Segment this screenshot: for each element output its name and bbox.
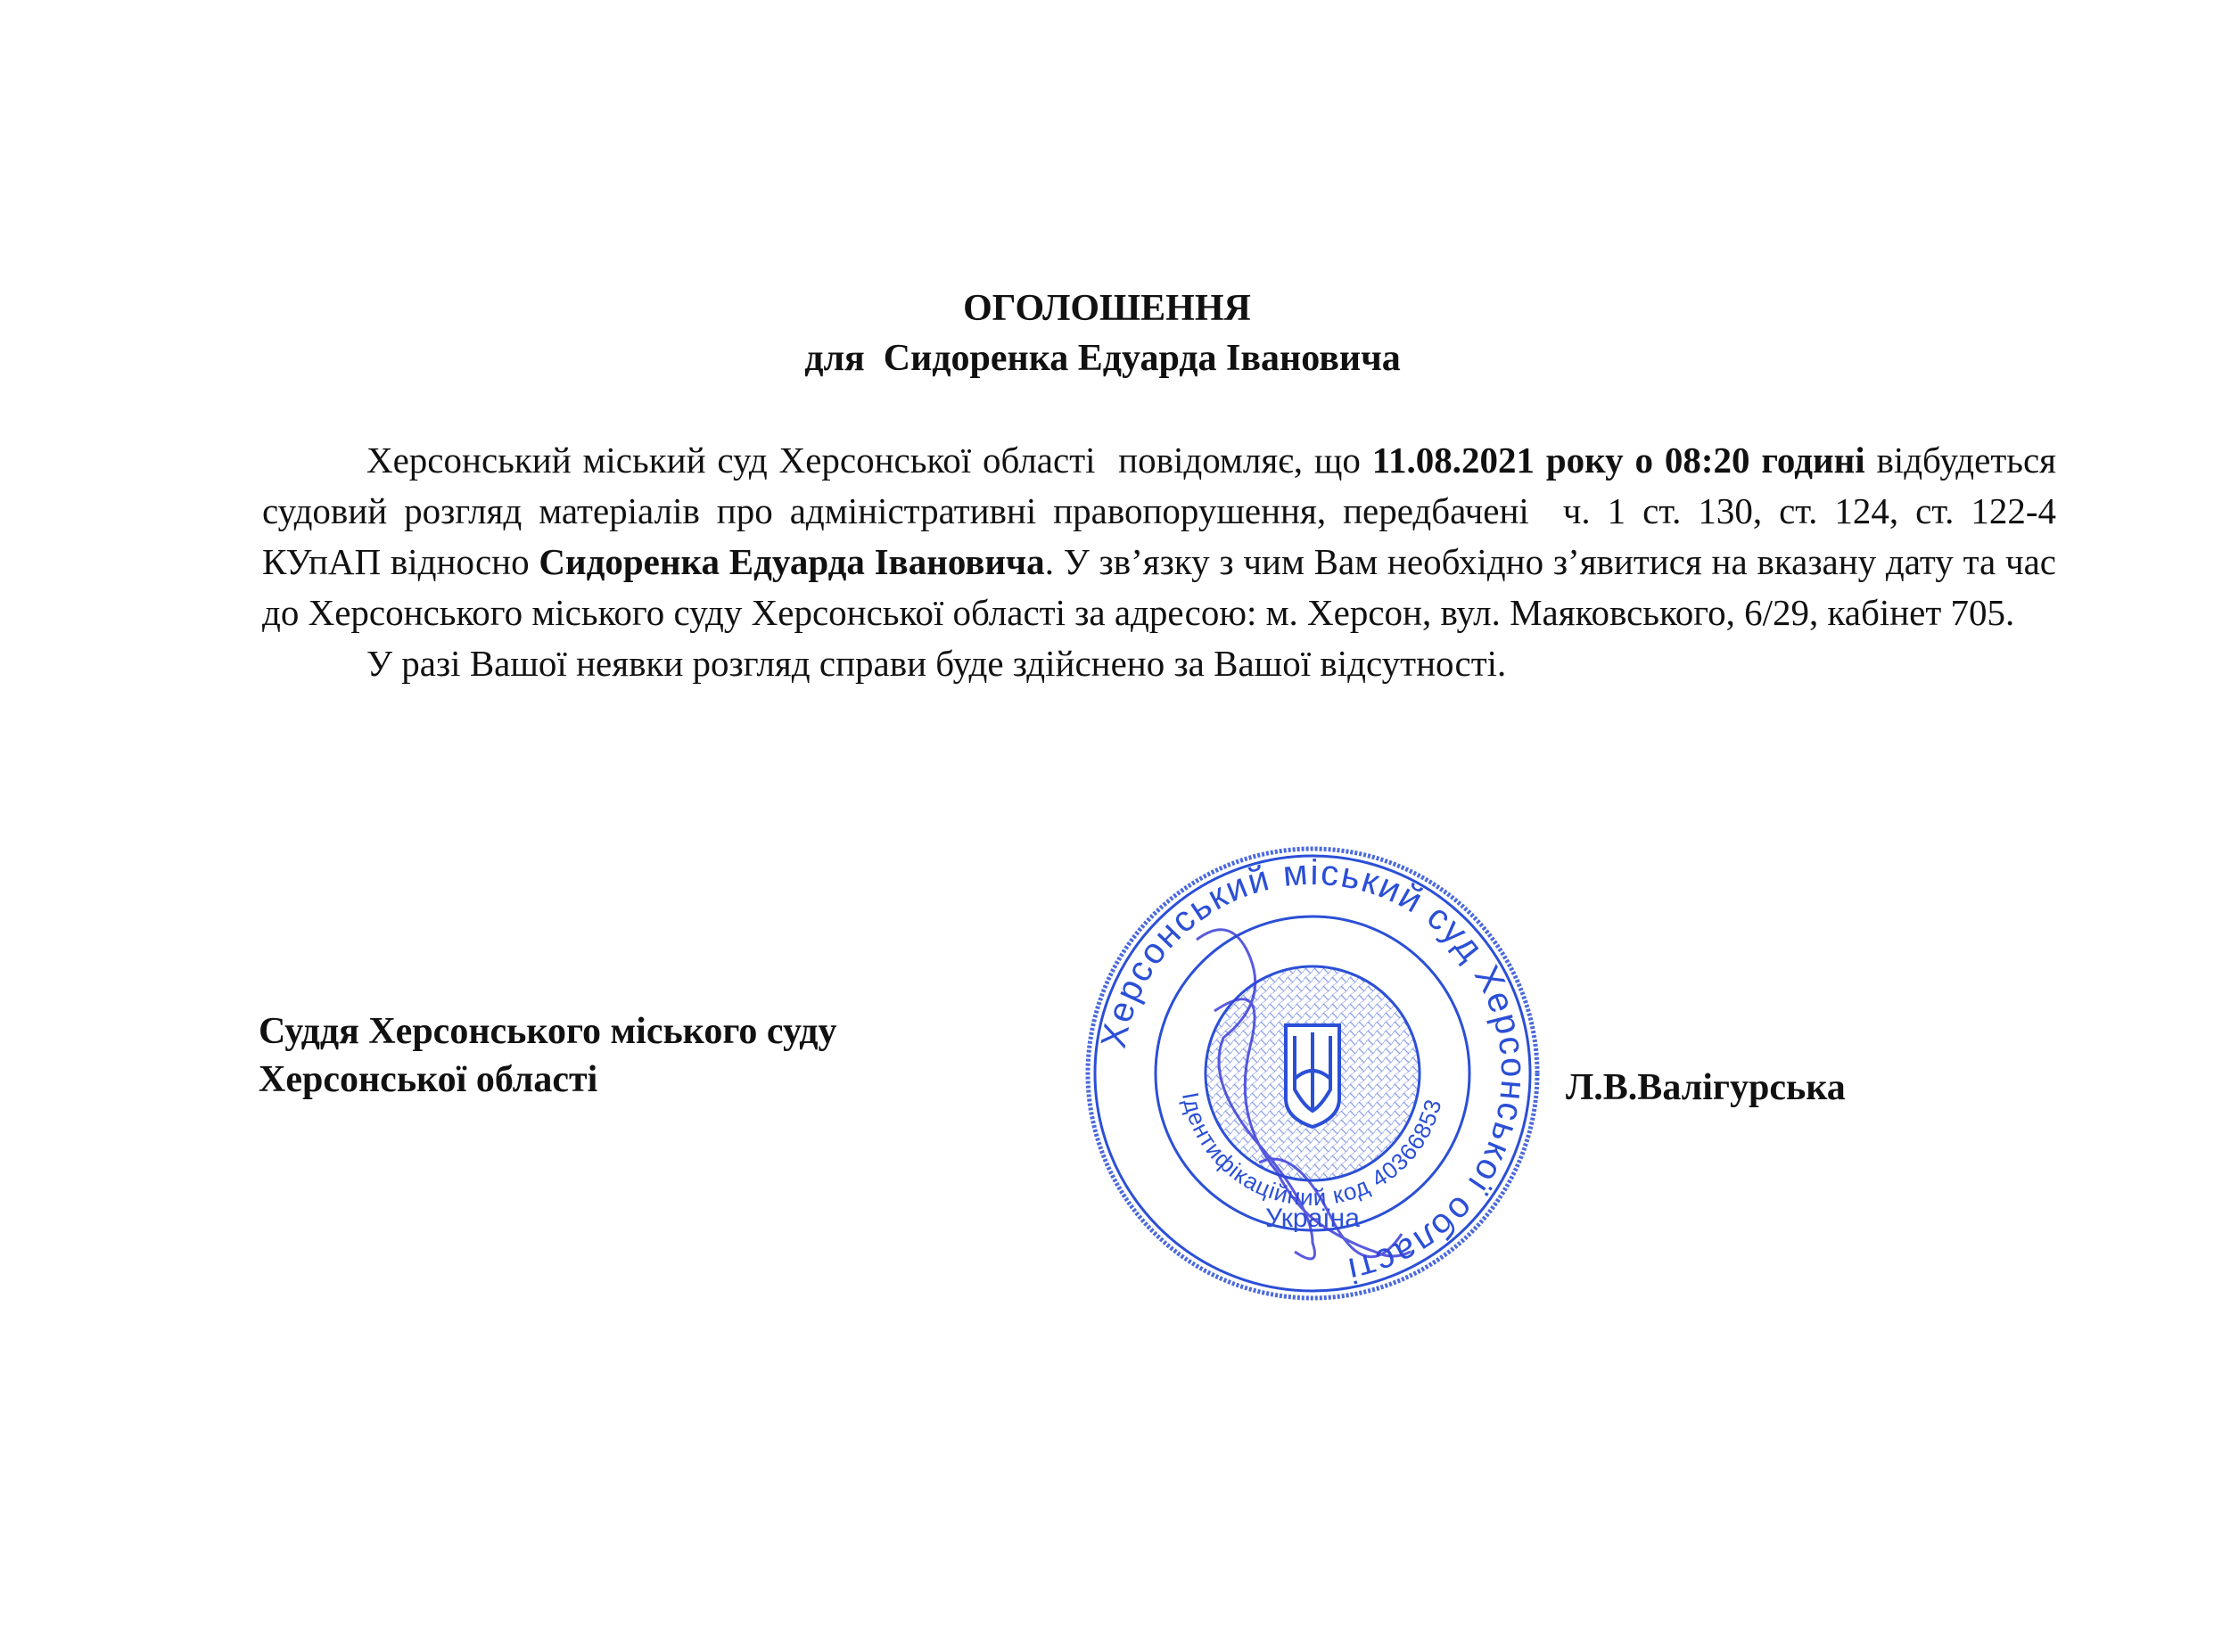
seal-outer-text: Херсонський міський суд Херсонської області [1093, 852, 1534, 1291]
court-seal [1081, 842, 1544, 1305]
announcement-body [262, 435, 2066, 689]
signatory-position-line-1: Суддя Херсонського міського суду [259, 1011, 837, 1052]
seal-country: Україна [1265, 1204, 1360, 1233]
seal-inner-text: Ідентифікаційний код 40366853 [1176, 1089, 1447, 1212]
trident-emblem-icon [1286, 1025, 1339, 1127]
hearing-datetime: 11.08.2021 року о 08:20 годині [1371, 440, 1865, 481]
defendant-name: Сидоренка Едуарда Івановича [539, 541, 1045, 582]
signatory-position [259, 1007, 837, 1104]
paragraph-text: Херсонський міський суд Херсонської області повідомляє, що [366, 440, 1372, 481]
announcement-paragraph-2: У разі Вашої неявки розгляд справи буде здійснено за Вашої відсутності. [366, 643, 1507, 684]
signatory-position-line-2: Херсонської області [259, 1059, 598, 1100]
announcement-paragraph-1 [262, 435, 2066, 638]
signatory-name: Л.В.Валігурська [1566, 1067, 1846, 1108]
document-title: ОГОЛОШЕННЯ [963, 288, 1251, 329]
paragraph-text: відбудеться судовий розгляд матеріалів про адміністративні правопорушення, передбачені ч. 1 ст. 130, ст. 124, ст. 122-4 КУпАП відносно [262, 440, 2066, 582]
paragraph-text: . У зв’язку з чим Вам необхідно з’явитися на вказану дату та час до Херсонського міського суду Херсонської області за адресою: м. Херсон, вул. Маяковського, 6/29, кабінет 705. [262, 541, 2056, 633]
document-addressee: для Сидоренка Едуарда Івановича [804, 338, 1401, 379]
title-block [0, 284, 2214, 383]
